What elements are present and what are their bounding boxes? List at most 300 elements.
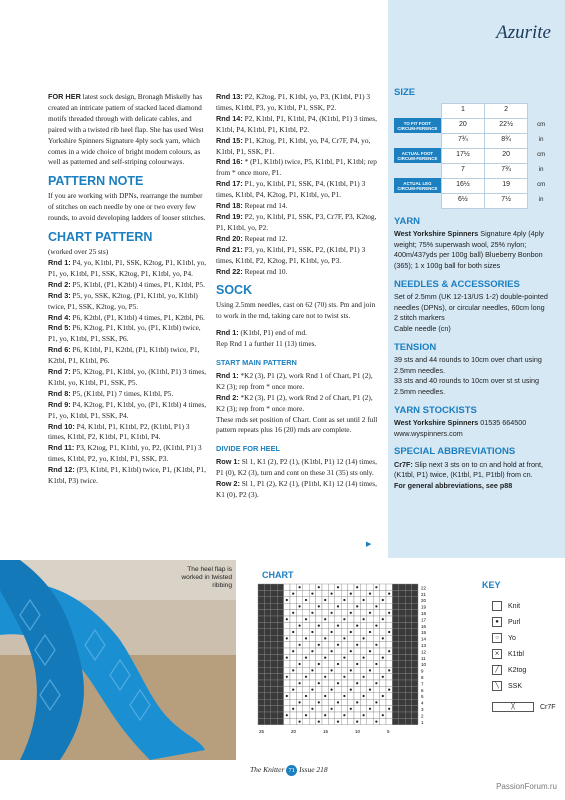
- chart-cell: [277, 680, 283, 686]
- chart-cell: [258, 654, 264, 660]
- chart-cell: [296, 706, 302, 712]
- start-main-tail: These rnds set position of Chart. Cont as set until 2 full pattern repeats plus 16 (20) rnds are complete.: [216, 414, 378, 435]
- key-label: SSK: [508, 682, 523, 690]
- purl-dot: [375, 605, 377, 607]
- round-label: Rnd 9:: [48, 399, 71, 409]
- chart-cell: [290, 661, 296, 667]
- chart-cell: [264, 642, 270, 648]
- round-text: P3, K2tog, P1, K1tbl, yo, P2, (K1tbl, P1) 3 times, K1tbl, P2, yo, K1tbl, P1, SSK, P3.: [48, 443, 202, 464]
- chart-cell: [271, 674, 277, 680]
- size-row: [394, 118, 554, 133]
- chart-col-label: 10: [355, 728, 361, 734]
- round-text: P5, K1tbl, (P1, K2tbl) 4 times, P1, K1tbl, P5.: [70, 279, 205, 289]
- purl-dot: [318, 682, 320, 684]
- chart-cell: [271, 680, 277, 686]
- chart-cell: [328, 699, 334, 705]
- round-text: P2, yo, K1tbl, P1, SSK, P3, Cr7F, P3, K2tog, P1, K1tbl, yo, P2.: [216, 211, 377, 232]
- chart-cell: [296, 712, 302, 718]
- chart-cell: [264, 584, 270, 590]
- chart-cell: [412, 648, 418, 654]
- chart-cell: [277, 597, 283, 603]
- chart-cell: [354, 616, 360, 622]
- round-text: P6, K2tbl, (P1, K1tbl) 4 times, P1, K2tbl, P6.: [70, 312, 205, 322]
- chart-cell: [258, 680, 264, 686]
- purl-dot: [343, 714, 345, 716]
- purl-dot: [331, 593, 333, 595]
- purl-dot: [356, 586, 358, 588]
- chart-cell: [322, 642, 328, 648]
- chart-cell: [277, 642, 283, 648]
- chart-cell: [341, 648, 347, 654]
- chart-cell: [258, 706, 264, 712]
- chart-cell: [303, 642, 309, 648]
- round-label: Rnd 15:: [216, 135, 243, 145]
- purl-dot: [305, 695, 307, 697]
- chart-cell: [405, 718, 411, 724]
- purl-dot: [343, 599, 345, 601]
- chart-cell: [392, 610, 398, 616]
- chart-cell: [290, 642, 296, 648]
- chart-cell: [392, 699, 398, 705]
- size-unit: cm: [537, 182, 546, 189]
- chart-cell: [316, 686, 322, 692]
- round-line: [216, 234, 378, 245]
- size-heading: SIZE: [394, 87, 416, 98]
- column-2: [216, 92, 378, 501]
- chart-cell: [341, 622, 347, 628]
- chart-cell: [322, 718, 328, 724]
- purl-dot: [324, 618, 326, 620]
- purl-dot: [299, 644, 301, 646]
- chart-cell: [392, 590, 398, 596]
- chart-cell: [373, 693, 379, 699]
- purl-dot: [324, 657, 326, 659]
- chart-col-label: 5: [387, 728, 390, 734]
- chart-cell: [264, 635, 270, 641]
- chart-cell: [303, 610, 309, 616]
- chart-cell: [264, 712, 270, 718]
- chart-row-label: 22: [421, 585, 427, 591]
- purl-dot: [369, 650, 371, 652]
- round-label: Rnd 21:: [216, 244, 243, 254]
- chart-cell: [303, 718, 309, 724]
- chart-cell: [258, 635, 264, 641]
- size-table: [394, 103, 554, 209]
- round-line: [216, 245, 378, 267]
- chart-cell: [392, 616, 398, 622]
- chart-row-label: 19: [421, 604, 427, 610]
- chart-cell: [322, 667, 328, 673]
- chart-cell: [348, 603, 354, 609]
- chart-cell: [309, 654, 315, 660]
- round-text: (P3, K1tbl, P1, K1tbl) twice, P1, (K1tbl, P1, K1tbl, P3) twice.: [48, 465, 206, 486]
- pattern-note-heading: PATTERN NOTE: [48, 174, 144, 189]
- tension-heading: TENSION: [394, 341, 437, 353]
- chart-cell: [386, 699, 392, 705]
- chart-cell: [348, 661, 354, 667]
- chart-cell: [412, 635, 418, 641]
- round-line: [216, 201, 378, 212]
- purl-dot: [356, 721, 358, 723]
- chart-cell: [264, 622, 270, 628]
- chart-cell: [316, 590, 322, 596]
- tension-line-1: 39 sts and 44 rounds to 10cm over chart using 2.5mm needles.: [394, 355, 542, 375]
- purl-dot: [343, 618, 345, 620]
- round-text: P5, (K1tbl, P1) 7 times, K1tbl, P5.: [70, 388, 174, 398]
- chart-cell: [341, 661, 347, 667]
- chart-cell: [264, 648, 270, 654]
- chart-cell: [328, 680, 334, 686]
- round-line: [216, 157, 378, 179]
- chart-cell: [348, 616, 354, 622]
- chart-cell: [392, 648, 398, 654]
- chart-cell: [367, 680, 373, 686]
- round-text: P2, K1tbl, P1, K1tbl, P4, (K1tbl, P1) 3 times, K1tbl, P4, K1tbl, P1, K1tbl, P2.: [216, 113, 377, 134]
- round-line: [48, 443, 208, 465]
- chart-cell: [258, 718, 264, 724]
- stockist-web[interactable]: www.wyspinners.com: [394, 428, 463, 438]
- round-label: Rnd 20:: [216, 233, 243, 243]
- chart-cell: [271, 597, 277, 603]
- chart-cell: [392, 603, 398, 609]
- chart-cell: [399, 597, 405, 603]
- chart-cell: [405, 712, 411, 718]
- yo-circle-icon: ○: [492, 633, 502, 643]
- chart-cell: [284, 610, 290, 616]
- purl-dot: [292, 612, 294, 614]
- round-text: P4, K1tbl, P1, K1tbl, P2, (K1tbl, P1) 3 times, K1tbl, P2, K1tbl, P1, K1tbl, P4.: [48, 421, 190, 442]
- purl-dot: [286, 637, 288, 639]
- chart-cell: [392, 718, 398, 724]
- chart-cell: [271, 603, 277, 609]
- chart-cell: [258, 712, 264, 718]
- purl-dot: [324, 676, 326, 678]
- chart-cell: [354, 597, 360, 603]
- sock-intro: Using 2.5mm needles, cast on 62 (70) sts. Pm and join to work in the rnd, taking care not to twist sts.: [216, 300, 376, 321]
- chart-cell: [405, 706, 411, 712]
- round-line: [48, 291, 208, 313]
- chart-cell: [284, 629, 290, 635]
- chart-cell: [399, 629, 405, 635]
- chart-cell: [354, 706, 360, 712]
- purl-dot: [375, 682, 377, 684]
- chart-cell: [348, 674, 354, 680]
- chart-cell: [335, 597, 341, 603]
- purl-dot: [350, 669, 352, 671]
- purl-dot: [350, 689, 352, 691]
- purl-dot: [369, 593, 371, 595]
- chart-cell: [405, 642, 411, 648]
- chart-cell: [290, 584, 296, 590]
- chart-cell: [360, 610, 366, 616]
- purl-dot: [388, 708, 390, 710]
- key-label: K2tog: [508, 666, 527, 674]
- chart-cell: [354, 686, 360, 692]
- chart-cell: [348, 654, 354, 660]
- chart-cell: [373, 616, 379, 622]
- chart-cell: [373, 629, 379, 635]
- purl-dot: [299, 605, 301, 607]
- chart-cell: [399, 584, 405, 590]
- chart-cell: [348, 699, 354, 705]
- chart-cell: [399, 699, 405, 705]
- intro-text: latest sock design, Bronagh Miskelly has created an intricate pattern of stacked laced diamond motifs threaded through with delicate cables, and paired with a twisted rib heel flap. She has used West Yorkshire Spinners Signature 4ply sock yarn, which comes in a wide choice of bright modern colours, as well as patterned and self-striping colourways.: [48, 92, 204, 167]
- purl-dot: [337, 625, 339, 627]
- round-text: Repeat rnd 10.: [242, 266, 288, 276]
- purl-dot: [337, 586, 339, 588]
- purl-dot: [343, 637, 345, 639]
- round-text: P4, K2tog, P1, K1tbl, yo, (P1, K1tbl) 4 times, P1, yo, K1tbl, P1, SSK, P4.: [48, 399, 207, 420]
- round-line: [216, 267, 378, 278]
- chart-cell: [386, 654, 392, 660]
- purl-dot: [363, 657, 365, 659]
- chart-cell: [380, 706, 386, 712]
- chart-cell: [290, 718, 296, 724]
- abbrev-cr7f: [394, 460, 560, 481]
- chart-cell: [348, 597, 354, 603]
- intro-lead: FOR HER: [48, 92, 81, 101]
- chart-cell: [303, 648, 309, 654]
- purl-dot: [350, 612, 352, 614]
- chart-cell: [264, 699, 270, 705]
- purl-dot: [318, 586, 320, 588]
- chart-cell: [316, 616, 322, 622]
- chart-cell: [296, 686, 302, 692]
- chart-cell: [341, 642, 347, 648]
- chart-cell: [277, 654, 283, 660]
- chart-cell: [412, 706, 418, 712]
- round-label: Rnd 7:: [48, 367, 71, 377]
- chart-cell: [341, 706, 347, 712]
- column-3: [394, 88, 560, 492]
- purl-dot: [382, 695, 384, 697]
- chart-cell: [271, 616, 277, 622]
- chart-cell: [412, 597, 418, 603]
- chart-cell: [277, 661, 283, 667]
- chart-cell: [296, 616, 302, 622]
- chart-cell: [373, 635, 379, 641]
- purl-dot: [337, 682, 339, 684]
- purl-dot: [318, 701, 320, 703]
- chart-cell: [271, 686, 277, 692]
- chart-cell: [322, 686, 328, 692]
- chart-cell: [348, 680, 354, 686]
- chart-cell: [399, 680, 405, 686]
- chart-cell: [412, 584, 418, 590]
- size-value-1: 6½: [441, 193, 484, 208]
- purl-dot: [369, 708, 371, 710]
- chart-cell: [264, 674, 270, 680]
- chart-cell: [412, 718, 418, 724]
- purl-dot: [311, 708, 313, 710]
- purl-dot: [388, 593, 390, 595]
- purl-dot: [286, 676, 288, 678]
- round-label: Rnd 16:: [216, 157, 243, 167]
- chart-cell: [316, 712, 322, 718]
- chart-cell: [354, 712, 360, 718]
- column-1: [48, 92, 208, 487]
- purl-dot: [299, 586, 301, 588]
- chart-cell: [277, 610, 283, 616]
- start-main-heading: START MAIN PATTERN: [216, 358, 297, 368]
- chart-cell: [322, 622, 328, 628]
- chart-cell: [386, 680, 392, 686]
- chart-cell: [341, 686, 347, 692]
- divide-row-1-label: Row 1:: [216, 457, 240, 467]
- size-value-2: 8¾: [485, 133, 528, 148]
- chart-cell: [405, 674, 411, 680]
- round-label: Rnd 6:: [48, 345, 71, 355]
- chart-cell: [322, 603, 328, 609]
- chart-cell: [264, 629, 270, 635]
- divide-row-2: [216, 479, 378, 501]
- tension-line-2: 33 sts and 40 rounds to 10cm over st st using 2.5mm needles.: [394, 376, 540, 396]
- chart-cell: [399, 674, 405, 680]
- chart-pattern-subtitle: (worked over 25 sts): [48, 247, 109, 257]
- size-row: [394, 133, 554, 148]
- chart-cell: [284, 680, 290, 686]
- chart-cell: [399, 654, 405, 660]
- chart-cell: [367, 616, 373, 622]
- chart-row-label: 21: [421, 591, 427, 597]
- chart-cell: [367, 661, 373, 667]
- chart-cell: [316, 693, 322, 699]
- chart-cell: [354, 654, 360, 660]
- chart-cell: [258, 603, 264, 609]
- stockist-name: West Yorkshire Spinners: [394, 418, 479, 428]
- chart-row-label: 6: [421, 687, 424, 693]
- footer-page-number: 71: [286, 765, 297, 776]
- chart-cell: [258, 642, 264, 648]
- chart-cell: [341, 584, 347, 590]
- chart-cell: [386, 674, 392, 680]
- chart-cell: [309, 635, 315, 641]
- round-label: Rnd 4:: [48, 312, 71, 322]
- chart-cell: [277, 648, 283, 654]
- sock-rnd1-text: (K1tbl, P1) end of rnd.: [238, 328, 308, 338]
- chart-cell: [412, 590, 418, 596]
- chart-cell: [386, 603, 392, 609]
- chart-cell: [296, 610, 302, 616]
- purl-dot: [324, 695, 326, 697]
- purl-dot: [388, 650, 390, 652]
- purl-dot: [292, 669, 294, 671]
- chart-row-label: 17: [421, 617, 427, 623]
- chart-cell: [271, 590, 277, 596]
- purl-dot: [356, 701, 358, 703]
- chart-cell: [290, 680, 296, 686]
- chart-cell: [296, 597, 302, 603]
- chart-cell: [264, 686, 270, 692]
- chart-cell: [284, 590, 290, 596]
- purl-dot: [286, 599, 288, 601]
- purl-dot: [350, 593, 352, 595]
- key-label: K1tbl: [508, 650, 524, 658]
- chart-cell: [386, 693, 392, 699]
- chart-cell: [335, 610, 341, 616]
- chart-cell: [264, 603, 270, 609]
- round-label: Rnd 5:: [48, 323, 71, 333]
- purl-dot: [318, 625, 320, 627]
- chart-cell: [392, 680, 398, 686]
- purl-dot: [369, 631, 371, 633]
- chart-cell: [258, 693, 264, 699]
- chart-cell: [341, 699, 347, 705]
- chart-cell: [322, 680, 328, 686]
- chart-cell: [264, 610, 270, 616]
- size-value-1: 17½: [441, 148, 484, 163]
- chart-cell: [303, 584, 309, 590]
- chart-pattern-heading: CHART PATTERN: [48, 230, 153, 245]
- chart-cell: [354, 635, 360, 641]
- chart-cell: [328, 584, 334, 590]
- size-table-body: [394, 103, 554, 208]
- purl-dot: [305, 714, 307, 716]
- start-main-row-2: [216, 393, 378, 415]
- chart-cell: [386, 622, 392, 628]
- chart-cell: [290, 674, 296, 680]
- round-text: P1, K2tog, P1, K1tbl, yo, P4, Cr7F, P4, yo, K1tbl, P1, SSK, P1.: [216, 135, 371, 156]
- round-label: Rnd 8:: [48, 388, 71, 398]
- purl-dot: [363, 714, 365, 716]
- chart-cell: [354, 590, 360, 596]
- divide-row-1-text: Sl 1, K1 (2), P2 (1), (K1tbl, P1) 12 (14) times, P1 (0), K2 (3), turn and cont on these 31 (35) sts only.: [216, 457, 377, 478]
- chart-cell: [258, 699, 264, 705]
- purl-dot: [350, 631, 352, 633]
- needles-line-2: 2 stitch markers: [394, 313, 445, 323]
- chart-cell: [335, 667, 341, 673]
- chart-cell: [392, 706, 398, 712]
- chart-cell: [309, 661, 315, 667]
- key-item: [492, 630, 556, 646]
- chart-cell: [392, 712, 398, 718]
- chart-cell: [322, 699, 328, 705]
- round-text: P6, K2tog, P1, K1tbl, yo, (P1, K1tbl) twice, P1, yo, K1tbl, P1, SSK, P6.: [48, 323, 201, 344]
- chart-cell: [354, 667, 360, 673]
- abbrev-text: Slip next 3 sts on to cn and hold at front, (K1tbl, P1) twice, (K1tbl, P1, P1tbl) from cn.: [394, 459, 544, 480]
- size-unit: cm: [537, 122, 546, 129]
- purl-dot: [375, 721, 377, 723]
- chart-row-label: 7: [421, 681, 424, 687]
- key-list: [492, 598, 556, 720]
- purl-dot: [299, 663, 301, 665]
- purl-dot: [292, 689, 294, 691]
- chart-cell: [392, 635, 398, 641]
- chart-cell: [296, 590, 302, 596]
- purl-dot: [363, 676, 365, 678]
- chart-cell: [412, 629, 418, 635]
- chart-cell: [367, 603, 373, 609]
- chart-cell: [284, 648, 290, 654]
- purl-dot: [382, 657, 384, 659]
- purl-dot: [375, 663, 377, 665]
- chart-cell: [271, 667, 277, 673]
- chart-cell: [392, 654, 398, 660]
- chart-cell: [303, 629, 309, 635]
- purl-dot: [324, 714, 326, 716]
- chart-cell: [386, 635, 392, 641]
- k2tog-icon: ╱: [492, 665, 502, 675]
- chart-cell: [303, 706, 309, 712]
- purl-dot: [299, 721, 301, 723]
- round-text: * (P1, K1tbl) twice, P5, K1tbl, P1, K1tbl; rep from * once more, P1.: [216, 157, 377, 178]
- chart-cell: [303, 603, 309, 609]
- size-unit: [528, 103, 554, 118]
- footer-issue: Issue 218: [299, 765, 328, 774]
- size-row: [394, 163, 554, 178]
- chart-cell: [296, 635, 302, 641]
- chart-cell: [360, 629, 366, 635]
